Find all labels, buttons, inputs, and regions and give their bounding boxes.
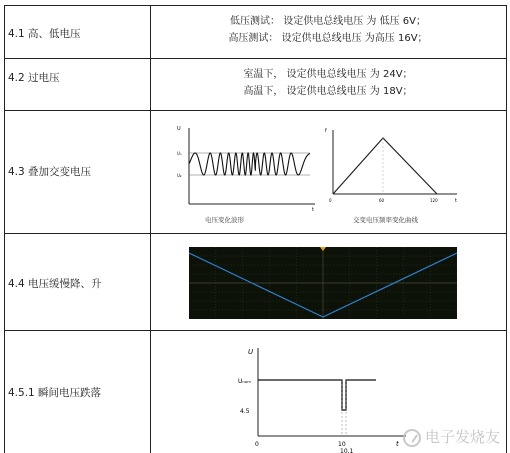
row-label-superimposed-ac: 4.3 叠加交变电压: [8, 166, 92, 178]
table-border-left: [4, 5, 5, 453]
voltage-dip-figure: [236, 340, 416, 453]
row-label-high-low-voltage: 4.1 高、低电压: [8, 28, 81, 40]
row-divider: [4, 110, 506, 111]
axis-label: f: [325, 128, 327, 134]
row-label-slow-ramp: 4.4 电压缓慢降、升: [8, 278, 102, 290]
row-divider: [4, 330, 506, 331]
frequency-sweep-plot: [325, 128, 457, 204]
axis-label: Uₙₒₘ: [238, 378, 252, 385]
axis-label: Uₙ: [177, 151, 182, 156]
ac-waveform-trace: [189, 153, 310, 175]
ac-voltage-figures: [175, 122, 475, 230]
axis-label: 4.5: [240, 408, 250, 415]
axis-label: 0: [329, 198, 332, 203]
axis-label: t: [455, 198, 457, 204]
axis-label: U₂: [177, 173, 182, 178]
table-border-right: [506, 5, 507, 453]
axis-label: 60: [379, 198, 385, 203]
axis-label: 0: [255, 441, 259, 448]
frequency-sweep-line: [333, 138, 437, 194]
watermark-text: 电子发烧友: [424, 428, 500, 446]
voltage-dip-trace: [258, 380, 376, 410]
voltage-waveform-plot: [177, 126, 315, 213]
row-label-overvoltage: 4.2 过电压: [8, 72, 60, 84]
watermark: [403, 426, 500, 447]
figure-caption: 交变电压频率变化曲线: [353, 216, 418, 224]
axis-label: 10: [338, 441, 346, 448]
table-border-top: [4, 5, 506, 6]
axis-label: t: [396, 440, 399, 448]
oscilloscope-ramp-figure: [189, 247, 457, 319]
row-text-line: 室温下， 设定供电总线电压 为 24V；: [243, 69, 413, 80]
axis-label: U: [177, 126, 181, 132]
axis-label: t: [312, 207, 314, 213]
axis-label: 10,1: [340, 448, 354, 453]
row-text-line: 低压测试： 设定供电总线电压 为 低压 6V；: [230, 16, 426, 27]
figure-caption: 电压变化波形: [205, 216, 244, 224]
row-text-line: 高温下， 设定供电总线电压 为 18V；: [243, 86, 413, 97]
axis-label: U: [248, 348, 254, 356]
watermark-logo-icon: [403, 429, 421, 447]
row-label-voltage-dip: 4.5.1 瞬间电压跌落: [8, 387, 102, 399]
axis-label: 120: [430, 198, 438, 203]
row-text-line: 高压测试： 设定供电总线电压 为高压 16V；: [228, 33, 428, 44]
row-divider: [4, 58, 506, 59]
row-divider: [4, 233, 506, 234]
